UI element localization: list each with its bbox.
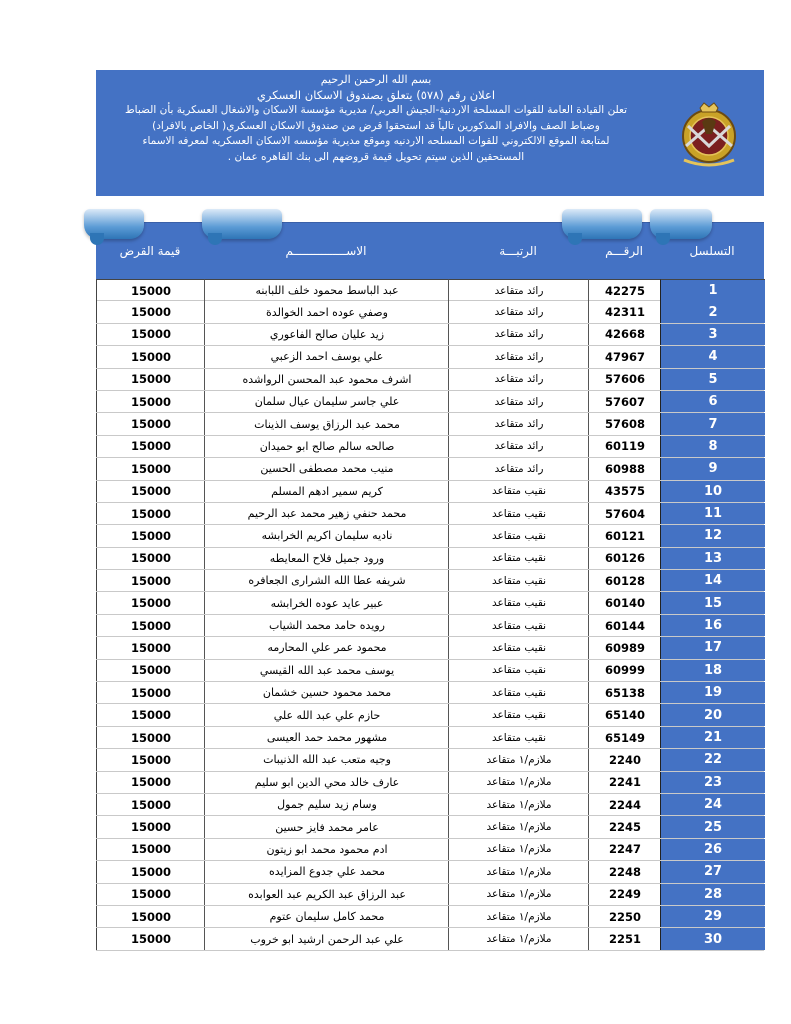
announcement-heading: اعلان رقم (٥٧٨) يتعلق بصندوق الاسكان العسكري <box>256 87 496 102</box>
table-body <box>96 279 764 951</box>
table-row <box>96 503 764 525</box>
number-cell: 60989 <box>588 637 661 658</box>
seq-cell: 27 <box>660 861 765 882</box>
name-cell: اشرف محمود عبد المحسن الرواشده <box>204 369 449 390</box>
announcement-line: لمتابعة الموقع الالكتروني للقوات المسلحه الاردنيه وموقع مديرية مؤسسه الاسكان العسكريه لمعرفه الاسماء <box>142 135 610 147</box>
table-header <box>96 222 764 279</box>
name-cell: عبد الرزاق عبد الكريم عبد العوابده <box>204 884 449 905</box>
table-row <box>96 637 764 659</box>
loan-cell: 15000 <box>96 525 205 546</box>
rank-cell: رائد متقاعد <box>448 436 589 457</box>
loan-cell: 15000 <box>96 727 205 748</box>
table-row <box>96 816 764 838</box>
announcement-banner <box>96 70 764 196</box>
name-cell: مشهور محمد حمد العيسى <box>204 727 449 748</box>
table-row <box>96 727 764 749</box>
number-cell: 65140 <box>588 704 661 725</box>
rank-cell: ملازم/١ متقاعد <box>448 839 589 860</box>
number-cell: 60126 <box>588 548 661 569</box>
number-cell: 57606 <box>588 369 661 390</box>
seq-cell: 12 <box>660 525 765 546</box>
loan-cell: 15000 <box>96 413 205 434</box>
header-number: الرقـــم <box>605 244 643 258</box>
rank-cell: رائد متقاعد <box>448 301 589 322</box>
seq-cell: 22 <box>660 749 765 770</box>
table-row <box>96 481 764 503</box>
seq-cell: 28 <box>660 884 765 905</box>
seq-cell: 6 <box>660 391 765 412</box>
table-row <box>96 928 764 950</box>
loan-cell: 15000 <box>96 906 205 927</box>
number-cell: 2249 <box>588 884 661 905</box>
name-cell: وسام زيد سليم جمول <box>204 794 449 815</box>
table-row <box>96 324 764 346</box>
loan-cell: 15000 <box>96 660 205 681</box>
name-cell: محمد عبد الرزاق يوسف الذينات <box>204 413 449 434</box>
number-cell: 2248 <box>588 861 661 882</box>
rank-cell: ملازم/١ متقاعد <box>448 794 589 815</box>
name-cell: علي جاسر سليمان عيال سلمان <box>204 391 449 412</box>
loan-cell: 15000 <box>96 481 205 502</box>
number-cell: 65138 <box>588 682 661 703</box>
loan-cell: 15000 <box>96 458 205 479</box>
name-cell: صالحه سالم صالح ابو حميدان <box>204 436 449 457</box>
seq-cell: 15 <box>660 592 765 613</box>
table-row <box>96 884 764 906</box>
table-row <box>96 704 764 726</box>
seq-cell: 21 <box>660 727 765 748</box>
seq-cell: 13 <box>660 548 765 569</box>
table-row <box>96 279 764 301</box>
loan-cell: 15000 <box>96 503 205 524</box>
rank-cell: نقيب متقاعد <box>448 481 589 502</box>
rank-cell: نقيب متقاعد <box>448 548 589 569</box>
name-cell: رويده حامد محمد الشياب <box>204 615 449 636</box>
rank-cell: رائد متقاعد <box>448 391 589 412</box>
name-cell: عامر محمد فايز حسين <box>204 816 449 837</box>
name-cell: محمد محمود حسين خشمان <box>204 682 449 703</box>
number-cell: 43575 <box>588 481 661 502</box>
rank-cell: نقيب متقاعد <box>448 727 589 748</box>
rank-cell: ملازم/١ متقاعد <box>448 749 589 770</box>
rank-cell: رائد متقاعد <box>448 413 589 434</box>
name-cell: محمد حنفي زهير محمد عبد الرحيم <box>204 503 449 524</box>
number-cell: 42311 <box>588 301 661 322</box>
number-cell: 2251 <box>588 928 661 949</box>
seq-cell: 1 <box>660 279 765 301</box>
name-cell: علي عبد الرحمن ارشيد ابو خروب <box>204 928 449 949</box>
seq-cell: 3 <box>660 324 765 345</box>
seq-cell: 9 <box>660 458 765 479</box>
number-cell: 60140 <box>588 592 661 613</box>
rank-cell: نقيب متقاعد <box>448 660 589 681</box>
table-row <box>96 660 764 682</box>
number-cell: 2247 <box>588 839 661 860</box>
rank-cell: نقيب متقاعد <box>448 637 589 658</box>
rank-cell: رائد متقاعد <box>448 369 589 390</box>
table-row <box>96 906 764 928</box>
rank-cell: نقيب متقاعد <box>448 682 589 703</box>
seq-cell: 10 <box>660 481 765 502</box>
rank-cell: نقيب متقاعد <box>448 704 589 725</box>
name-cell: ادم محمود محمد ابو زيتون <box>204 839 449 860</box>
table-row <box>96 682 764 704</box>
rank-cell: نقيب متقاعد <box>448 503 589 524</box>
name-cell: عبد الباسط محمود خلف اللبابنه <box>204 279 449 301</box>
name-cell: محمود عمر علي المحارمه <box>204 637 449 658</box>
loan-cell: 15000 <box>96 682 205 703</box>
number-cell: 60988 <box>588 458 661 479</box>
table-row <box>96 548 764 570</box>
number-cell: 60119 <box>588 436 661 457</box>
seq-cell: 5 <box>660 369 765 390</box>
rank-cell: نقيب متقاعد <box>448 592 589 613</box>
table-row <box>96 301 764 323</box>
name-cell: وصفي عوده احمد الخوالدة <box>204 301 449 322</box>
number-cell: 2241 <box>588 772 661 793</box>
seq-cell: 16 <box>660 615 765 636</box>
name-cell: عارف خالد محي الدين ابو سليم <box>204 772 449 793</box>
loan-cell: 15000 <box>96 570 205 591</box>
name-cell: ورود جميل فلاح المعايطه <box>204 548 449 569</box>
loan-cell: 15000 <box>96 615 205 636</box>
loan-cell: 15000 <box>96 704 205 725</box>
loan-table <box>96 222 764 951</box>
rank-cell: ملازم/١ متقاعد <box>448 928 589 949</box>
seq-cell: 23 <box>660 772 765 793</box>
loan-cell: 15000 <box>96 749 205 770</box>
loan-cell: 15000 <box>96 346 205 367</box>
name-cell: ناديه سليمان اكريم الخرابشه <box>204 525 449 546</box>
loan-cell: 15000 <box>96 794 205 815</box>
table-row <box>96 570 764 592</box>
table-row <box>96 794 764 816</box>
name-cell: محمد علي جدوع المزايده <box>204 861 449 882</box>
table-row <box>96 749 764 771</box>
number-cell: 65149 <box>588 727 661 748</box>
number-cell: 2250 <box>588 906 661 927</box>
loan-cell: 15000 <box>96 436 205 457</box>
seq-cell: 20 <box>660 704 765 725</box>
table-row <box>96 436 764 458</box>
header-seq: التسلسل <box>689 244 735 258</box>
loan-cell: 15000 <box>96 839 205 860</box>
number-cell: 47967 <box>588 346 661 367</box>
seq-cell: 29 <box>660 906 765 927</box>
table-row <box>96 413 764 435</box>
table-row <box>96 346 764 368</box>
rank-cell: رائد متقاعد <box>448 324 589 345</box>
loan-cell: 15000 <box>96 637 205 658</box>
rank-cell: نقيب متقاعد <box>448 615 589 636</box>
rank-cell: ملازم/١ متقاعد <box>448 906 589 927</box>
name-cell: عبير عايد عوده الخرابشه <box>204 592 449 613</box>
number-cell: 60144 <box>588 615 661 636</box>
loan-cell: 15000 <box>96 324 205 345</box>
number-cell: 2240 <box>588 749 661 770</box>
number-cell: 60128 <box>588 570 661 591</box>
name-cell: منيب محمد مصطفى الحسين <box>204 458 449 479</box>
header-rank: الرتبـــة <box>499 244 537 258</box>
number-cell: 57604 <box>588 503 661 524</box>
seq-cell: 26 <box>660 839 765 860</box>
seq-cell: 17 <box>660 637 765 658</box>
announcement-line: المستحقين الذين سيتم تحويل قيمة قروضهم الى بنك القاهره عمان . <box>227 150 525 163</box>
table-row <box>96 458 764 480</box>
table-row <box>96 861 764 883</box>
number-cell: 57607 <box>588 391 661 412</box>
announcement-line: تعلن القيادة العامة للقوات المسلحة الاردنية-الجيش العربي/ مديرية مؤسسة الاسكان والاشغال العسكرية بأن الضباط <box>124 104 628 116</box>
rank-cell: ملازم/١ متقاعد <box>448 884 589 905</box>
rank-cell: رائد متقاعد <box>448 458 589 479</box>
rank-cell: نقيب متقاعد <box>448 525 589 546</box>
name-cell: محمد كامل سليمان عتوم <box>204 906 449 927</box>
name-cell: شريفه عطا الله الشرارى الجعافره <box>204 570 449 591</box>
loan-cell: 15000 <box>96 884 205 905</box>
rank-cell: نقيب متقاعد <box>448 570 589 591</box>
rank-cell: رائد متقاعد <box>448 346 589 367</box>
table-row <box>96 592 764 614</box>
name-cell: علي يوسف احمد الزعبي <box>204 346 449 367</box>
table-row <box>96 369 764 391</box>
seq-cell: 25 <box>660 816 765 837</box>
jordan-armed-forces-emblem-icon <box>674 100 744 170</box>
number-cell: 2244 <box>588 794 661 815</box>
announcement-line: وضباط الصف والافراد المذكورين تالياً قد استحقوا قرض من صندوق الاسكان العسكري( الخاص بالافراد) <box>152 119 600 132</box>
loan-cell: 15000 <box>96 548 205 569</box>
number-cell: 2245 <box>588 816 661 837</box>
rank-cell: ملازم/١ متقاعد <box>448 772 589 793</box>
name-cell: كريم سمير ادهم المسلم <box>204 481 449 502</box>
seq-cell: 30 <box>660 928 765 949</box>
name-cell: وجيه متعب عبد الله الذنيبات <box>204 749 449 770</box>
number-cell: 60121 <box>588 525 661 546</box>
loan-cell: 15000 <box>96 391 205 412</box>
number-cell: 42668 <box>588 324 661 345</box>
name-cell: يوسف محمد عبد الله القيسي <box>204 660 449 681</box>
announcement-text <box>116 72 636 165</box>
seq-cell: 4 <box>660 346 765 367</box>
table-row <box>96 391 764 413</box>
loan-cell: 15000 <box>96 816 205 837</box>
number-cell: 42275 <box>588 279 661 301</box>
rank-cell: ملازم/١ متقاعد <box>448 861 589 882</box>
rank-cell: ملازم/١ متقاعد <box>448 816 589 837</box>
table-row <box>96 839 764 861</box>
loan-cell: 15000 <box>96 592 205 613</box>
loan-cell: 15000 <box>96 928 205 949</box>
header-loan: قيمة القرض <box>119 244 181 258</box>
table-row <box>96 525 764 547</box>
header-name: الاســـــــــــــــم <box>285 244 367 258</box>
number-cell: 57608 <box>588 413 661 434</box>
basmala: بسم الله الرحمن الرحيم <box>320 73 432 86</box>
name-cell: زيد عليان صالح الفاعوري <box>204 324 449 345</box>
seq-cell: 19 <box>660 682 765 703</box>
seq-cell: 7 <box>660 413 765 434</box>
rank-cell: رائد متقاعد <box>448 279 589 301</box>
loan-cell: 15000 <box>96 279 205 301</box>
table-row <box>96 615 764 637</box>
seq-cell: 14 <box>660 570 765 591</box>
seq-cell: 18 <box>660 660 765 681</box>
table-row <box>96 772 764 794</box>
seq-cell: 8 <box>660 436 765 457</box>
loan-cell: 15000 <box>96 301 205 322</box>
seq-cell: 11 <box>660 503 765 524</box>
seq-cell: 24 <box>660 794 765 815</box>
seq-cell: 2 <box>660 301 765 322</box>
loan-cell: 15000 <box>96 369 205 390</box>
name-cell: حازم علي عبد الله علي <box>204 704 449 725</box>
loan-cell: 15000 <box>96 772 205 793</box>
loan-cell: 15000 <box>96 861 205 882</box>
number-cell: 60999 <box>588 660 661 681</box>
